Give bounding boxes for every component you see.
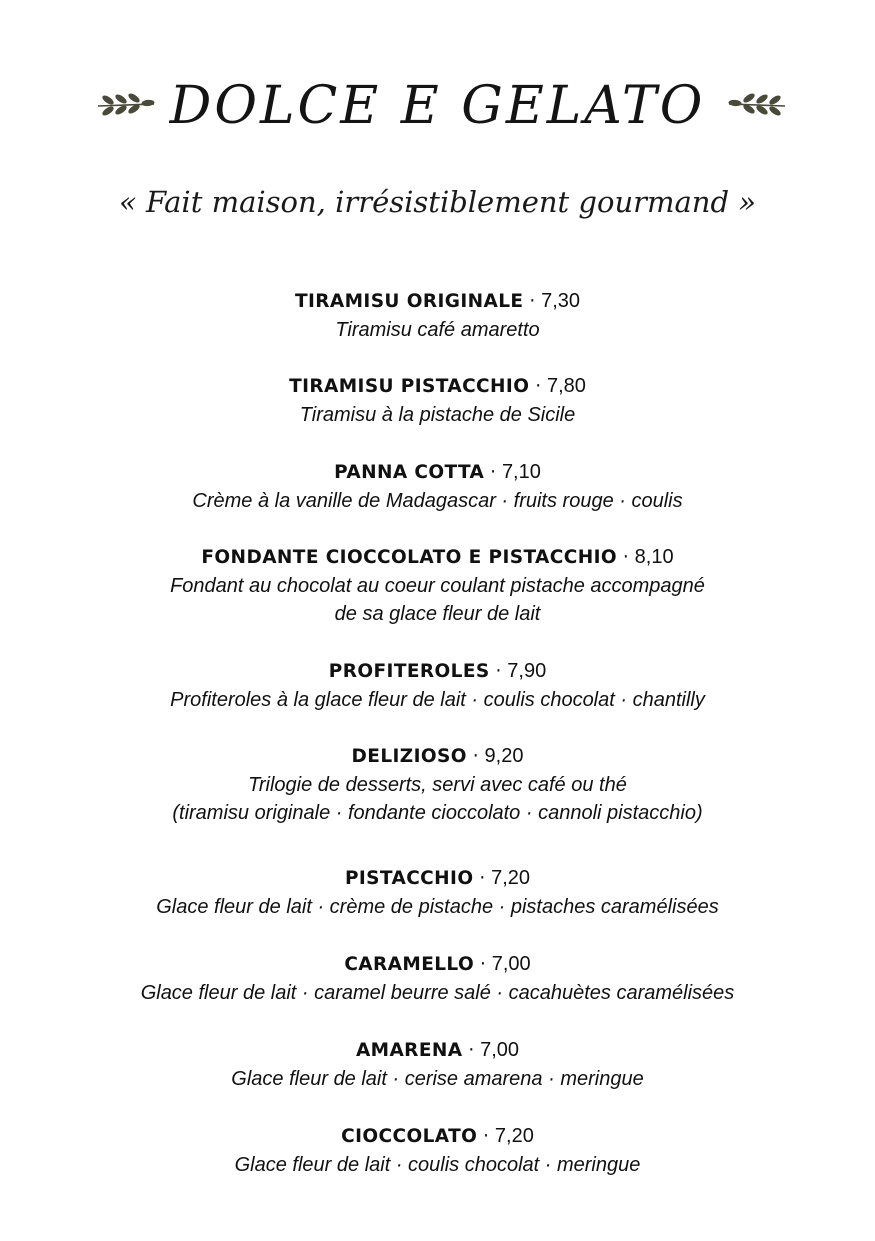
- menu-item-price: 7,80: [546, 375, 586, 397]
- menu-item-description: Glace fleur de lait · cerise amarena · meringue: [231, 1068, 644, 1090]
- menu-item-name: PROFITEROLES: [328, 661, 490, 682]
- menu-item-separator: ·: [484, 462, 502, 483]
- menu-item-price: 7,00: [491, 953, 531, 975]
- menu-item: [0, 372, 875, 429]
- menu-item: [0, 864, 875, 921]
- menu-item-separator: ·: [523, 291, 542, 312]
- menu-item-description: Profiteroles à la glace fleur de lait · coulis chocolat · chantilly: [170, 689, 705, 711]
- menu-item-header: [0, 1122, 875, 1151]
- menu-item-separator: ·: [489, 661, 508, 682]
- menu-item-description: Glace fleur de lait · coulis chocolat · meringue: [234, 1154, 641, 1176]
- menu-item-price: 9,20: [484, 745, 524, 767]
- menu-item-description: de sa glace fleur de lait: [334, 603, 541, 625]
- menu-item-header: [0, 543, 875, 572]
- title-row: [0, 70, 875, 150]
- menu-item-separator: ·: [474, 954, 492, 975]
- tagline: « Fait maison, irrésistiblement gourmand »: [119, 185, 756, 219]
- menu-item-price: 7,00: [480, 1039, 520, 1061]
- menu-item-price: 7,90: [507, 660, 547, 682]
- menu-item: [0, 1122, 875, 1179]
- menu-item-header: [0, 742, 875, 771]
- menu-item-price: 7,20: [494, 1125, 534, 1147]
- menu-item-name: FONDANTE CIOCCOLATO E PISTACCHIO: [201, 547, 618, 568]
- menu-item-separator: ·: [617, 547, 635, 568]
- menu-item-description: Glace fleur de lait · caramel beurre salé · cacahuètes caramélisées: [140, 982, 735, 1004]
- olive-branch-icon: [727, 92, 787, 118]
- menu-item: [0, 458, 875, 515]
- menu-item-header: [0, 372, 875, 401]
- menu-item-price: 7,10: [501, 461, 541, 483]
- menu-item: [0, 950, 875, 1007]
- menu-item-separator: ·: [477, 1126, 495, 1147]
- menu-item-price: 8,10: [634, 546, 674, 568]
- menu-item: [0, 657, 875, 714]
- menu-item-header: [0, 864, 875, 893]
- menu-item-description: Glace fleur de lait · crème de pistache · pistaches caramélisées: [156, 896, 719, 918]
- menu-item-name: AMARENA: [355, 1040, 463, 1061]
- menu-item-separator: ·: [466, 746, 485, 767]
- menu-item: [0, 742, 875, 827]
- menu-item-name: PISTACCHIO: [344, 868, 474, 889]
- menu-item-name: CIOCCOLATO: [341, 1126, 478, 1147]
- menu-item-price: 7,20: [491, 867, 531, 889]
- page-title: DOLCE E GELATO: [169, 76, 706, 136]
- menu-item-name: CARAMELLO: [344, 954, 475, 975]
- menu-item-description: Crème à la vanille de Madagascar · fruits rouge · coulis: [192, 490, 683, 512]
- menu-item-name: TIRAMISU PISTACCHIO: [289, 376, 530, 397]
- menu-item: [0, 1036, 875, 1093]
- menu-item-header: [0, 657, 875, 686]
- menu-item: [0, 287, 875, 344]
- menu-item-separator: ·: [529, 376, 547, 397]
- menu-item-separator: ·: [473, 868, 492, 889]
- menu-item-price: 7,30: [541, 290, 581, 312]
- menu-item-description: Tiramisu à la pistache de Sicile: [299, 404, 576, 426]
- menu-item: [0, 543, 875, 628]
- menu-item-name: TIRAMISU ORIGINALE: [294, 291, 524, 312]
- menu-item-description: Trilogie de desserts, servi avec café ou thé: [248, 774, 627, 796]
- menu-item-name: PANNA COTTA: [334, 462, 485, 483]
- menu-item-header: [0, 458, 875, 487]
- menu-item-description: Tiramisu café amaretto: [335, 319, 540, 341]
- menu-item-header: [0, 950, 875, 979]
- menu-item-separator: ·: [462, 1040, 481, 1061]
- menu-item-description: Fondant au chocolat au coeur coulant pistache accompagné: [170, 575, 705, 597]
- menu-item-description: (tiramisu originale · fondante cioccolato · cannoli pistacchio): [172, 802, 703, 824]
- menu-item-name: DELIZIOSO: [351, 746, 467, 767]
- menu-item-header: [0, 1036, 875, 1065]
- menu-item-header: [0, 287, 875, 316]
